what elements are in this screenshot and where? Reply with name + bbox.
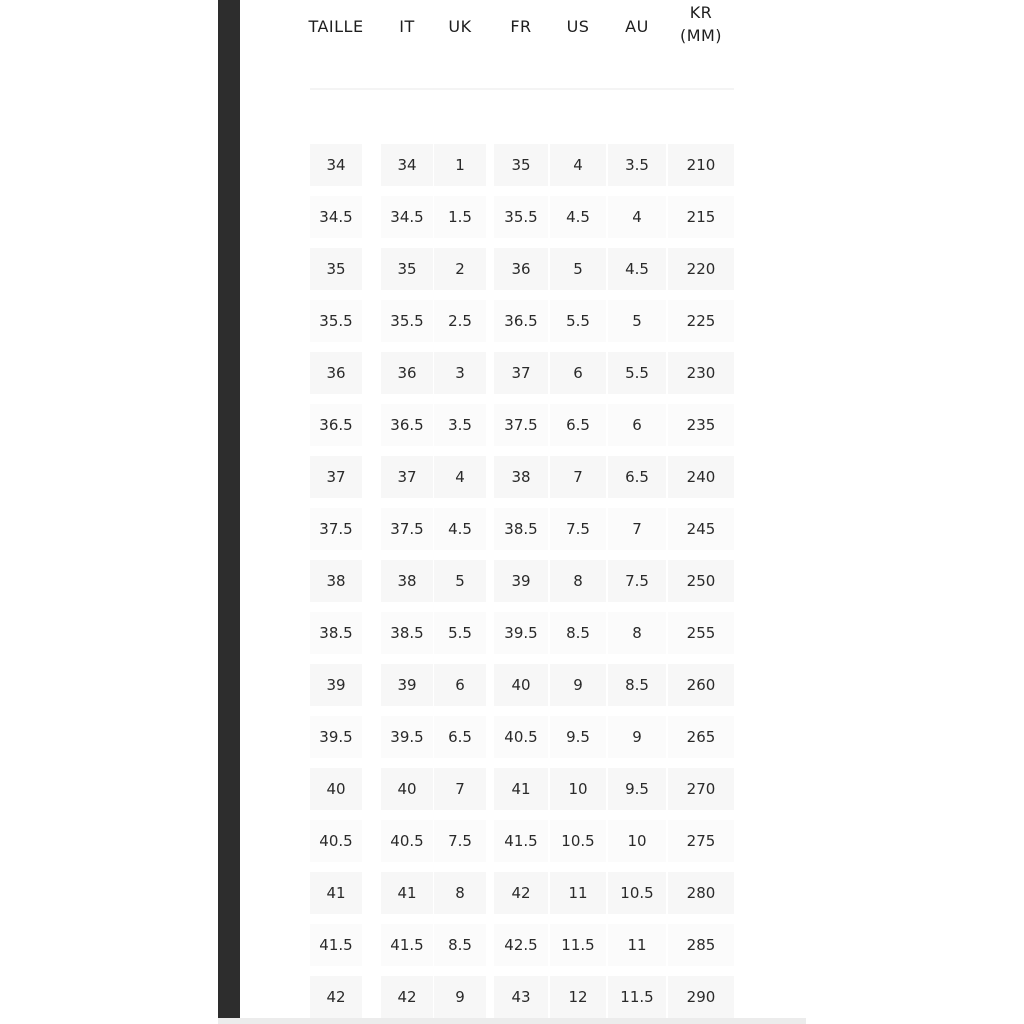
cell-au: 7	[608, 508, 666, 550]
cell-us: 6	[550, 352, 606, 394]
cell-fr: 42	[494, 872, 548, 914]
cell-uk: 8	[434, 872, 486, 914]
table-row	[310, 612, 735, 664]
cell-us: 9	[550, 664, 606, 706]
table-row	[310, 508, 735, 560]
cell-uk: 3	[434, 352, 486, 394]
cell-uk: 3.5	[434, 404, 486, 446]
column-header-uk	[434, 0, 486, 52]
cell-it: 39.5	[381, 716, 433, 758]
cell-fr: 35.5	[494, 196, 548, 238]
cell-au: 11.5	[608, 976, 666, 1018]
table-row	[310, 300, 735, 352]
cell-it: 36.5	[381, 404, 433, 446]
table-row	[310, 716, 735, 768]
column-header-it-line: IT	[399, 16, 415, 36]
cell-taille: 38.5	[310, 612, 362, 654]
column-header-au-line: AU	[625, 16, 649, 36]
cell-us: 11.5	[550, 924, 606, 966]
cell-it: 41	[381, 872, 433, 914]
table-row	[310, 560, 735, 612]
cell-fr: 41.5	[494, 820, 548, 862]
cell-taille: 34.5	[310, 196, 362, 238]
cell-us: 7	[550, 456, 606, 498]
cell-taille: 37.5	[310, 508, 362, 550]
column-header-it	[381, 0, 433, 52]
cell-us: 11	[550, 872, 606, 914]
cell-kr: 235	[668, 404, 734, 446]
cell-it: 38.5	[381, 612, 433, 654]
cell-it: 36	[381, 352, 433, 394]
bottom-scroll-strip	[218, 1018, 806, 1024]
cell-it: 42	[381, 976, 433, 1018]
cell-taille: 37	[310, 456, 362, 498]
cell-it: 40.5	[381, 820, 433, 862]
cell-kr: 285	[668, 924, 734, 966]
column-header-taille	[310, 0, 362, 52]
column-header-kr-line: KR	[689, 3, 713, 22]
cell-au: 6	[608, 404, 666, 446]
table-row	[310, 196, 735, 248]
header-divider	[310, 88, 734, 90]
table-row	[310, 404, 735, 456]
cell-uk: 6	[434, 664, 486, 706]
cell-au: 6.5	[608, 456, 666, 498]
column-header-au	[608, 0, 666, 52]
cell-taille: 38	[310, 560, 362, 602]
cell-it: 37	[381, 456, 433, 498]
cell-us: 9.5	[550, 716, 606, 758]
cell-us: 12	[550, 976, 606, 1018]
cell-fr: 42.5	[494, 924, 548, 966]
cell-us: 4.5	[550, 196, 606, 238]
cell-fr: 41	[494, 768, 548, 810]
cell-us: 10	[550, 768, 606, 810]
cell-taille: 42	[310, 976, 362, 1018]
table-row	[310, 664, 735, 716]
cell-uk: 4.5	[434, 508, 486, 550]
cell-fr: 40	[494, 664, 548, 706]
cell-au: 5	[608, 300, 666, 342]
column-header-uk-line: UK	[448, 16, 472, 36]
cell-au: 10	[608, 820, 666, 862]
cell-au: 9.5	[608, 768, 666, 810]
table-row	[310, 872, 735, 924]
cell-it: 38	[381, 560, 433, 602]
table-row	[310, 768, 735, 820]
size-table-header	[310, 0, 734, 60]
cell-it: 34	[381, 144, 433, 186]
table-row	[310, 976, 735, 1024]
cell-uk: 1.5	[434, 196, 486, 238]
cell-au: 5.5	[608, 352, 666, 394]
cell-us: 6.5	[550, 404, 606, 446]
cell-uk: 8.5	[434, 924, 486, 966]
cell-kr: 255	[668, 612, 734, 654]
cell-taille: 40.5	[310, 820, 362, 862]
table-row	[310, 820, 735, 872]
cell-kr: 220	[668, 248, 734, 290]
left-edge-bar	[218, 0, 240, 1018]
cell-au: 4	[608, 196, 666, 238]
table-row	[310, 352, 735, 404]
cell-kr: 240	[668, 456, 734, 498]
cell-taille: 34	[310, 144, 362, 186]
column-header-fr	[494, 0, 548, 52]
column-header-kr-line: (MM)	[679, 26, 723, 45]
table-row	[310, 924, 735, 976]
cell-us: 5	[550, 248, 606, 290]
cell-fr: 35	[494, 144, 548, 186]
cell-fr: 38	[494, 456, 548, 498]
cell-kr: 275	[668, 820, 734, 862]
cell-it: 41.5	[381, 924, 433, 966]
cell-us: 10.5	[550, 820, 606, 862]
cell-uk: 7	[434, 768, 486, 810]
cell-fr: 43	[494, 976, 548, 1018]
cell-au: 8	[608, 612, 666, 654]
cell-uk: 5.5	[434, 612, 486, 654]
cell-taille: 41.5	[310, 924, 362, 966]
cell-kr: 210	[668, 144, 734, 186]
cell-uk: 7.5	[434, 820, 486, 862]
cell-au: 8.5	[608, 664, 666, 706]
cell-kr: 225	[668, 300, 734, 342]
cell-us: 8.5	[550, 612, 606, 654]
cell-kr: 290	[668, 976, 734, 1018]
cell-taille: 35	[310, 248, 362, 290]
cell-fr: 39.5	[494, 612, 548, 654]
cell-fr: 37	[494, 352, 548, 394]
cell-us: 5.5	[550, 300, 606, 342]
cell-kr: 260	[668, 664, 734, 706]
table-row	[310, 144, 735, 196]
cell-taille: 40	[310, 768, 362, 810]
cell-taille: 39.5	[310, 716, 362, 758]
cell-kr: 280	[668, 872, 734, 914]
cell-fr: 40.5	[494, 716, 548, 758]
cell-it: 35.5	[381, 300, 433, 342]
column-header-taille-line: TAILLE	[308, 16, 364, 36]
cell-uk: 2	[434, 248, 486, 290]
table-row	[310, 456, 735, 508]
cell-fr: 38.5	[494, 508, 548, 550]
cell-uk: 6.5	[434, 716, 486, 758]
cell-taille: 39	[310, 664, 362, 706]
cell-au: 9	[608, 716, 666, 758]
cell-taille: 41	[310, 872, 362, 914]
cell-kr: 245	[668, 508, 734, 550]
column-header-us-line: US	[566, 16, 590, 36]
cell-uk: 9	[434, 976, 486, 1018]
cell-kr: 265	[668, 716, 734, 758]
cell-uk: 1	[434, 144, 486, 186]
cell-au: 7.5	[608, 560, 666, 602]
cell-it: 37.5	[381, 508, 433, 550]
cell-kr: 215	[668, 196, 734, 238]
cell-uk: 5	[434, 560, 486, 602]
cell-fr: 36	[494, 248, 548, 290]
cell-taille: 36.5	[310, 404, 362, 446]
table-row	[310, 248, 735, 300]
column-header-us	[550, 0, 606, 52]
cell-kr: 270	[668, 768, 734, 810]
cell-au: 11	[608, 924, 666, 966]
cell-au: 4.5	[608, 248, 666, 290]
cell-us: 4	[550, 144, 606, 186]
cell-fr: 39	[494, 560, 548, 602]
cell-it: 34.5	[381, 196, 433, 238]
cell-taille: 35.5	[310, 300, 362, 342]
cell-it: 39	[381, 664, 433, 706]
cell-au: 10.5	[608, 872, 666, 914]
size-conversion-table	[310, 144, 735, 1024]
cell-au: 3.5	[608, 144, 666, 186]
cell-us: 7.5	[550, 508, 606, 550]
cell-it: 35	[381, 248, 433, 290]
cell-fr: 36.5	[494, 300, 548, 342]
cell-fr: 37.5	[494, 404, 548, 446]
cell-uk: 2.5	[434, 300, 486, 342]
cell-kr: 230	[668, 352, 734, 394]
cell-us: 8	[550, 560, 606, 602]
column-header-kr	[668, 0, 734, 52]
cell-uk: 4	[434, 456, 486, 498]
cell-it: 40	[381, 768, 433, 810]
cell-kr: 250	[668, 560, 734, 602]
column-header-fr-line: FR	[510, 16, 532, 36]
cell-taille: 36	[310, 352, 362, 394]
